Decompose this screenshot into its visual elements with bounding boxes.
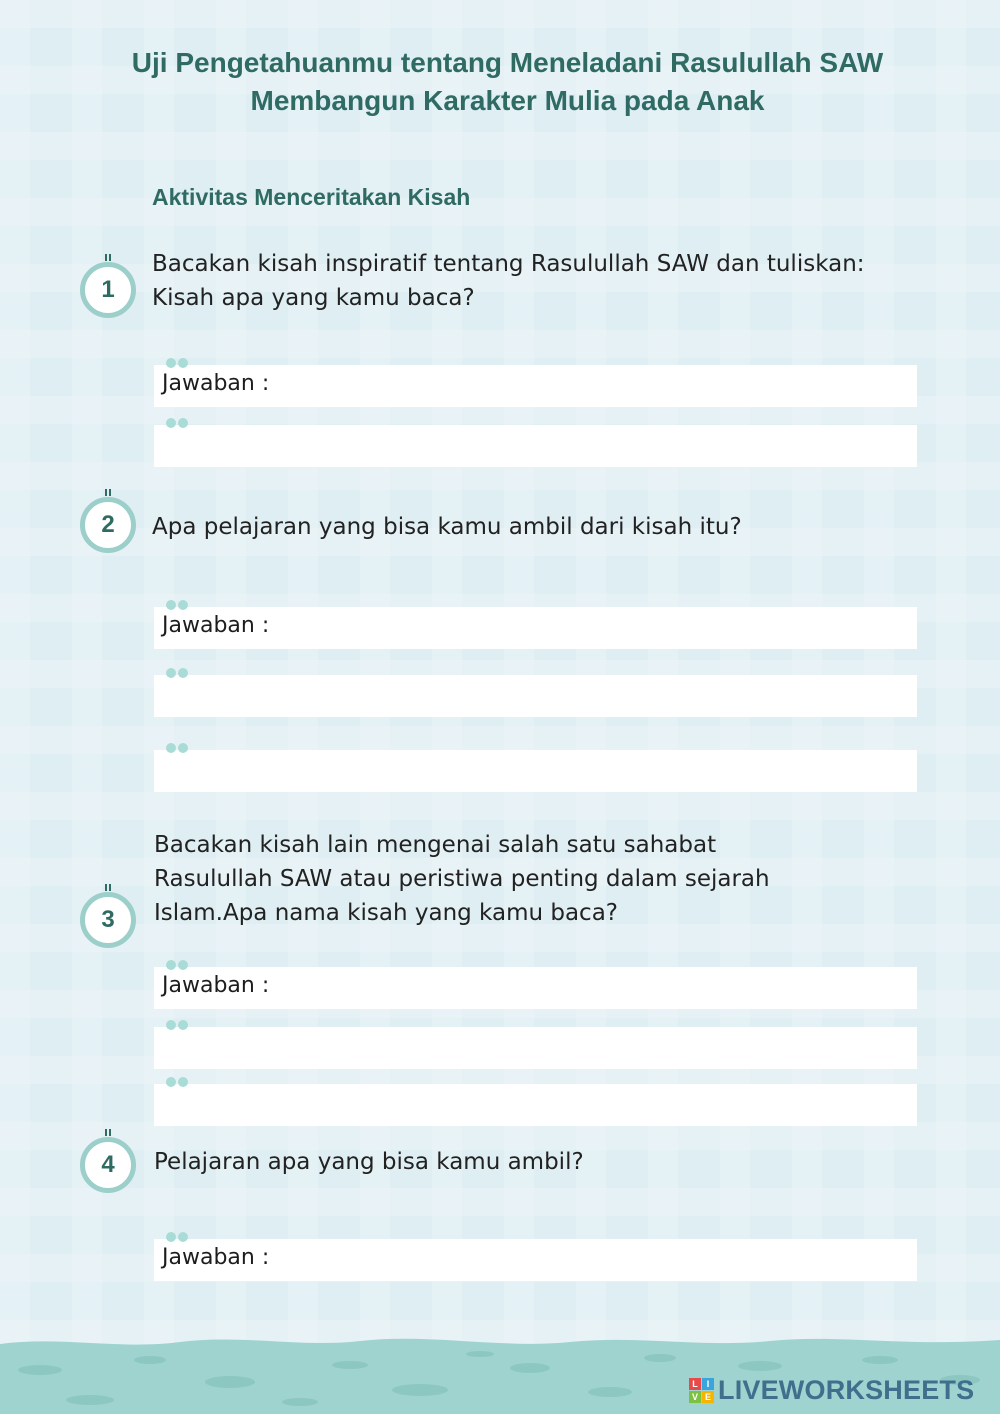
badge-tick-icon — [105, 1129, 111, 1136]
dots-icon — [166, 1020, 176, 1030]
question-line: Bacakan kisah lain mengenai salah satu sahabat — [154, 832, 717, 858]
question-number-badge: 2 — [80, 497, 136, 553]
logo-letter: L — [689, 1378, 701, 1390]
footer-pebble — [282, 1398, 318, 1406]
logo-letter: E — [702, 1391, 714, 1403]
answer-input-q2-1[interactable] — [154, 607, 917, 649]
answer-label: Jawaban : — [162, 613, 270, 638]
footer-pebble — [392, 1384, 448, 1396]
title-text: Uji Pengetahuanmu tentang Meneladani Rasulullah SAW Membangun Karakter Mulia pada Anak — [131, 47, 884, 116]
answer-input-q2-3[interactable] — [154, 750, 917, 792]
footer-pebble — [510, 1363, 550, 1373]
footer-pebble — [332, 1361, 368, 1369]
question-line: Pelajaran apa yang bisa kamu ambil? — [154, 1149, 584, 1175]
dots-icon — [166, 668, 176, 678]
logo-letter: V — [689, 1391, 701, 1403]
worksheet-title — [100, 44, 915, 120]
question-number-badge: 1 — [80, 262, 136, 318]
footer-pebble — [644, 1354, 676, 1362]
footer-pebble — [66, 1395, 114, 1405]
question-line: Islam.Apa nama kisah yang kamu baca? — [154, 900, 618, 926]
badge-tick-icon — [105, 884, 111, 891]
question-1-text — [152, 247, 865, 315]
brand-wordmark: LIVEWORKSHEETS — [718, 1374, 975, 1405]
answer-input-q2-2[interactable] — [154, 675, 917, 717]
answer-input-q1-1[interactable] — [154, 365, 917, 407]
question-line: Kisah apa yang kamu baca? — [152, 285, 475, 311]
footer-pebble — [588, 1387, 632, 1397]
footer-pebble — [18, 1365, 62, 1375]
answer-input-q3-2[interactable] — [154, 1027, 917, 1069]
footer-pebble — [466, 1351, 494, 1357]
dots-icon — [166, 1077, 176, 1087]
question-4-text — [154, 1145, 584, 1179]
question-3-text — [154, 828, 770, 930]
answer-input-q3-3[interactable] — [154, 1084, 917, 1126]
answer-label: Jawaban : — [162, 1245, 270, 1270]
footer-pebble — [862, 1356, 898, 1364]
answer-label: Jawaban : — [162, 973, 270, 998]
logo-letter: I — [702, 1378, 714, 1390]
badge-tick-icon — [105, 489, 111, 496]
section-title: Aktivitas Menceritakan Kisah — [152, 184, 471, 210]
answer-input-q1-2[interactable] — [154, 425, 917, 467]
question-line: Rasulullah SAW atau peristiwa penting dalam sejarah — [154, 866, 770, 892]
footer-pebble — [738, 1361, 782, 1371]
answer-label: Jawaban : — [162, 371, 270, 396]
dots-icon — [166, 743, 176, 753]
question-line: Bacakan kisah inspiratif tentang Rasulullah SAW dan tuliskan: — [152, 251, 865, 277]
question-number-badge: 4 — [80, 1137, 136, 1193]
question-number-badge: 3 — [80, 892, 136, 948]
liveworksheets-logo[interactable] — [689, 1372, 974, 1408]
footer-pebble — [134, 1356, 166, 1364]
live-logo-icon — [689, 1378, 714, 1403]
badge-tick-icon — [105, 254, 111, 261]
footer-pebble — [205, 1376, 255, 1388]
question-2-text — [152, 510, 742, 544]
answer-input-q3-1[interactable] — [154, 967, 917, 1009]
answer-input-q4-1[interactable] — [154, 1239, 917, 1281]
dots-icon — [166, 418, 176, 428]
question-line: Apa pelajaran yang bisa kamu ambil dari kisah itu? — [152, 514, 742, 540]
